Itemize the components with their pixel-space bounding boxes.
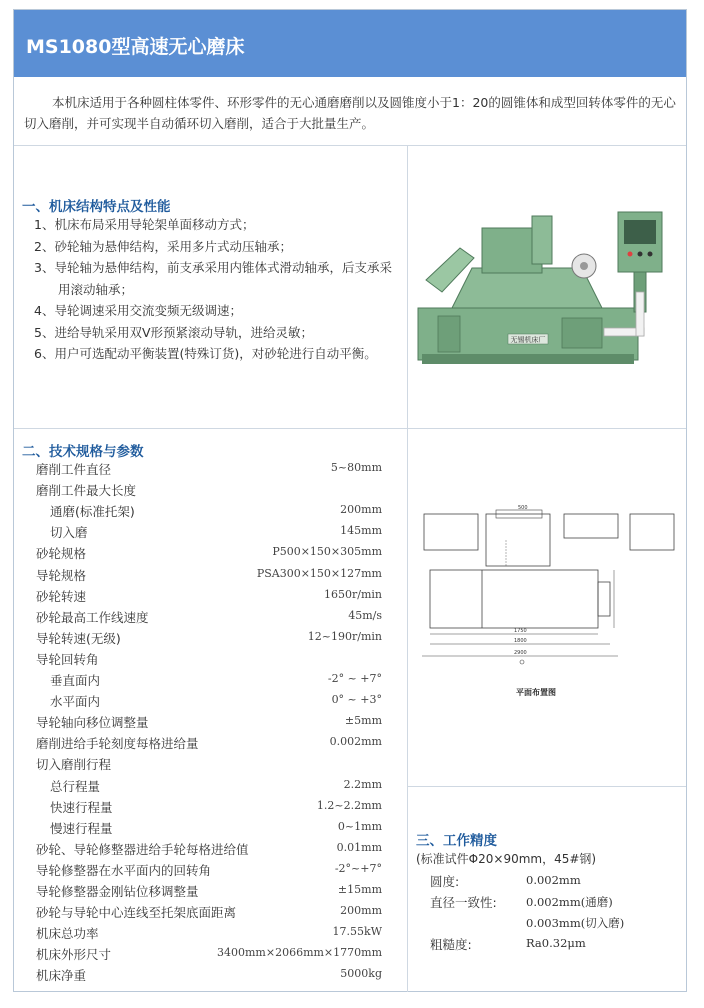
- spec-value: 12~190r/min: [307, 629, 382, 643]
- row-divider: [407, 786, 686, 787]
- spec-value: 1.2~2.2mm: [316, 798, 382, 812]
- spec-label: 砂轮、导轮修整器进给手轮每格进给值: [36, 841, 249, 857]
- spec-label: 水平面内: [50, 694, 101, 710]
- row-divider: [14, 428, 686, 429]
- intro-section: [14, 78, 686, 146]
- spec-label: 切入磨削行程: [36, 757, 112, 773]
- spec-row: [36, 755, 382, 776]
- spec-value: 0° ~ +3°: [331, 693, 382, 707]
- spec-row: [36, 924, 382, 945]
- spec-label: 快速行程量: [50, 799, 113, 815]
- spec-value: PSA300×150×127mm: [256, 566, 382, 580]
- spec-value: 0~1mm: [337, 819, 382, 833]
- spec-label: 砂轮规格: [36, 546, 87, 562]
- spec-row: [36, 777, 382, 798]
- spec-value: 200mm: [340, 904, 382, 918]
- spec-value: P500×150×305mm: [272, 545, 382, 559]
- feature-item: 6、用户可选配动平衡装置(特殊订货)，对砂轮进行自动平衡。: [34, 346, 377, 361]
- spec-label: 机床外形尺寸: [36, 947, 112, 963]
- accuracy-title: 三、工作精度: [416, 833, 497, 849]
- spec-row: [36, 798, 382, 819]
- accuracy-value: 0.002mm(通磨): [526, 895, 613, 909]
- spec-label: 切入磨: [50, 525, 88, 541]
- accuracy-label: 直径一致性:: [430, 895, 497, 910]
- layout-drawing: [418, 500, 680, 682]
- layout-caption: 平面布置图: [516, 688, 556, 697]
- spec-label: 砂轮最高工作线速度: [36, 609, 149, 625]
- spec-row: [36, 566, 382, 587]
- intro-text: 本机床适用于各种圆柱体零件、环形零件的无心通磨磨削以及圆锥度小于1：20的圆锥体和成型回转体零件的无心切入磨削，并可实现半自动循环切入磨削，适合于大批量生产。: [24, 95, 676, 131]
- spec-row: [36, 460, 382, 481]
- spec-value: 0.01mm: [336, 840, 382, 854]
- spec-row: [36, 671, 382, 692]
- spec-row: [36, 861, 382, 882]
- feature-item: 3、导轮轴为悬伸结构，前支承采用内锥体式滑动轴承，后支承采用滚动轴承；: [34, 260, 392, 297]
- spec-value: ±15mm: [337, 883, 382, 896]
- spec-value: 2.2mm: [343, 777, 382, 791]
- spec-value: 0.002mm: [329, 735, 382, 749]
- spec-row: [36, 481, 382, 502]
- spec-value: 5000kg: [340, 967, 382, 981]
- spec-row: [36, 882, 382, 903]
- spec-value: -2° ~ +7°: [327, 672, 382, 685]
- spec-label: 导轮修整器在水平面内的回转角: [36, 862, 212, 878]
- accuracy-note: (标准试件Φ20×90mm，45#钢): [416, 852, 597, 866]
- spec-label: 导轮转速(无级): [36, 630, 121, 646]
- spec-row: [36, 502, 382, 523]
- spec-label: 慢速行程量: [50, 820, 113, 836]
- spec-row: [36, 903, 382, 924]
- layout-dim: 1800: [514, 638, 527, 644]
- spec-value: 1650r/min: [324, 587, 382, 601]
- spec-row: [36, 966, 382, 987]
- spec-label: 机床净重: [36, 968, 87, 984]
- spec-label: 砂轮转速: [36, 588, 87, 604]
- spec-label: 总行程量: [50, 778, 101, 794]
- feature-item: 2、砂轮轴为悬伸结构，采用多片式动压轴承；: [34, 238, 292, 254]
- spec-value: ±5mm: [344, 714, 382, 728]
- spec-row: [36, 587, 382, 608]
- spec-label: 导轮规格: [36, 567, 87, 583]
- spec-label: 砂轮与导轮中心连线至托架底面距离: [36, 905, 237, 921]
- spec-row: [36, 945, 382, 966]
- spec-label: 导轮回转角: [36, 651, 99, 667]
- accuracy-value: 0.002mm: [526, 873, 581, 887]
- spec-label: 导轮修整器金刚钻位移调整量: [36, 884, 199, 899]
- spec-label: 通磨(标准托架): [50, 504, 135, 520]
- accuracy-value: Ra0.32μm: [526, 936, 586, 950]
- features-list: [34, 214, 404, 365]
- spec-row: [36, 819, 382, 840]
- spec-row: [36, 840, 382, 861]
- spec-label: 导轮轴向移位调整量: [36, 715, 149, 731]
- spec-value: 3400mm×2066mm×1770mm: [217, 946, 382, 960]
- spec-row: [36, 608, 382, 629]
- spec-value: 45m/s: [348, 608, 382, 622]
- spec-label: 磨削工件直径: [36, 462, 112, 477]
- feature-item: 5、进给导轨采用双V形预紧滚动导轨，进给灵敏；: [34, 324, 314, 340]
- page-title: MS1080型高速无心磨床: [26, 36, 245, 58]
- features-title: 一、机床结构特点及性能: [22, 199, 171, 215]
- column-divider: [407, 146, 408, 992]
- spec-value: 17.55kW: [332, 925, 382, 939]
- spec-row: [36, 734, 382, 755]
- machine-plate: 无锡机床厂: [510, 336, 546, 344]
- layout-dim: 1750: [514, 628, 527, 634]
- accuracy-value: 0.003mm(切入磨): [526, 916, 625, 930]
- title-bar: [14, 10, 686, 77]
- spec-row: [36, 629, 382, 650]
- spec-label: 磨削进给手轮刻度每格进给量: [36, 736, 199, 752]
- spec-label: 垂直面内: [50, 673, 101, 688]
- spec-row: [36, 523, 382, 544]
- spec-row: [36, 713, 382, 734]
- machine-photo: [412, 188, 680, 388]
- spec-row: [36, 650, 382, 671]
- spec-value: 5~80mm: [330, 461, 382, 474]
- spec-value: 200mm: [340, 503, 382, 517]
- spec-row: [36, 544, 382, 565]
- spec-label: 机床总功率: [36, 926, 99, 942]
- spec-row: [36, 692, 382, 713]
- layout-dim: 500: [518, 505, 528, 511]
- spec-value: -2°~+7°: [334, 861, 382, 875]
- accuracy-label: 圆度:: [430, 874, 460, 889]
- feature-item: 4、导轮调速采用交流变频无级调速；: [34, 303, 242, 318]
- feature-item: 1、机床布局采用导轮架单面移动方式；: [34, 217, 255, 232]
- layout-dim: 2900: [514, 650, 527, 656]
- spec-label: 磨削工件最大长度: [36, 483, 137, 499]
- accuracy-label: 粗糙度:: [430, 937, 472, 952]
- specs-title: 二、技术规格与参数: [22, 444, 144, 460]
- spec-value: 145mm: [340, 524, 382, 538]
